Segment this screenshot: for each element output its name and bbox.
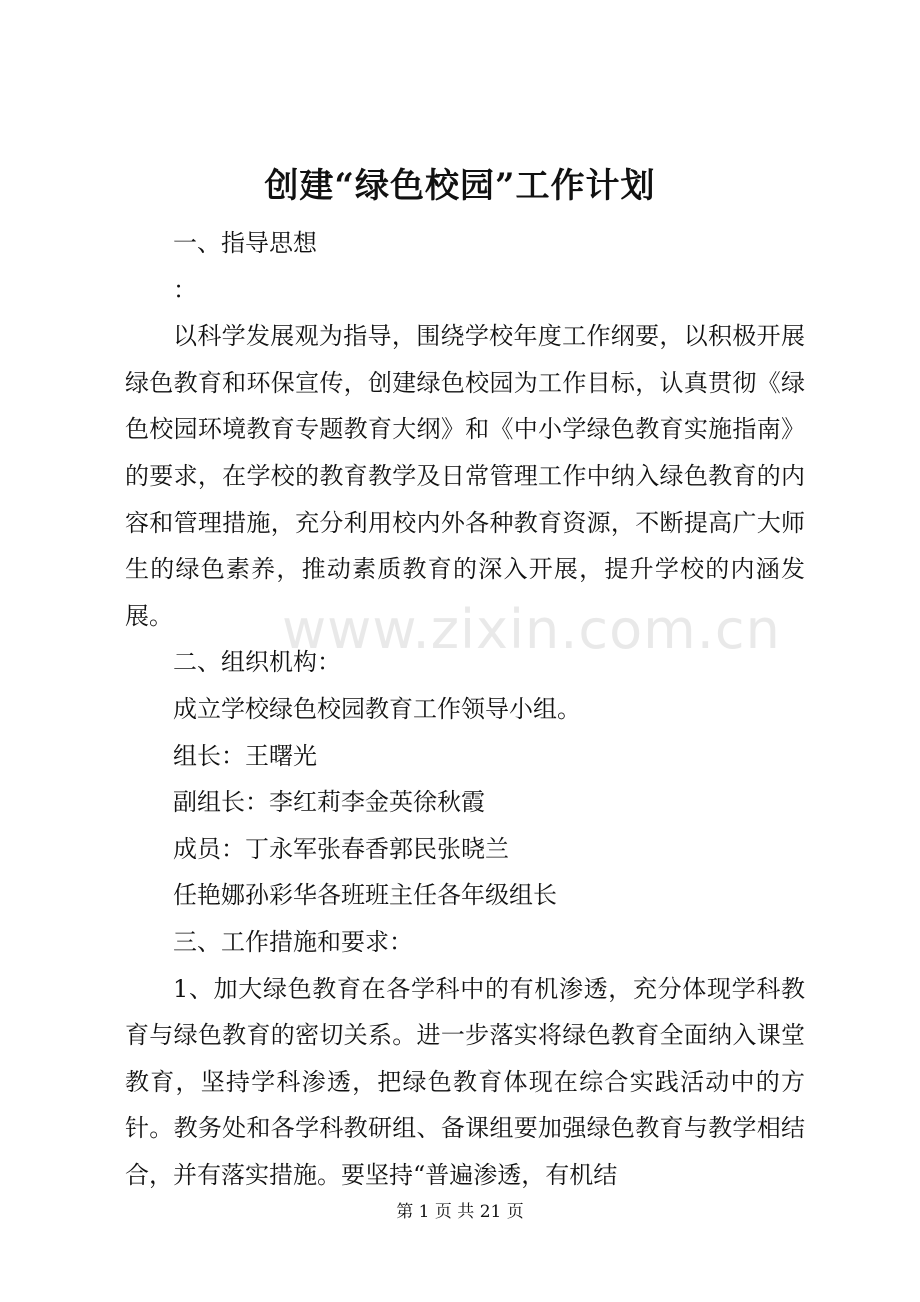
watermark-text: www.zixin.com.cn [282,598,781,661]
document-title: 创建“绿色校园”工作计划 [264,166,656,206]
document-body [125,220,805,1198]
colon-line: ： [173,275,197,304]
section-heading-organization: 二、组织机构： [173,648,341,677]
paragraph-leadership-group: 成立学校绿色校园教育工作领导小组。 [173,694,581,723]
paragraph-members-continued: 任艳娜孙彩华各班班主任各年级组长 [173,881,557,910]
paragraph-deputy-leaders: 副组长：李红莉李金英徐秋霞 [173,788,485,817]
page-footer: 第 1 页 共 21 页 [396,1202,524,1222]
paragraph-measure-1: 1、加大绿色教育在各学科中的有机渗透，充分体现学科教育与绿色教育的密切关系。进一步落实将绿色教育全面纳入课堂教育，坚持学科渗透，把绿色教育体现在综合实践活动中的方针。教务处和各学科教研组、备课组要加强绿色教育与教学相结合，并有落实措施。要坚持“普遍渗透，有机结 [125,974,805,1189]
section-heading-measures: 三、工作措施和要求： [173,927,413,956]
paragraph-members: 成员：丁永军张春香郭民张晓兰 [173,834,509,863]
section-heading-guiding-thought: 一、指导思想 [173,229,317,257]
paragraph-leader: 组长：王曙光 [173,741,317,770]
paragraph-guiding-thought: 以科学发展观为指导，围绕学校年度工作纲要，以积极开展绿色教育和环保宣传，创建绿色校园为工作目标，认真贯彻《绿色校园环境教育专题教育大纲》和《中小学绿色教育实施指南》的要求，在学校的教育教学及日常管理工作中纳入绿色教育的内容和管理措施，充分利用校内外各种教育资源，不断提高广大师生的绿色素养，推动素质教育的深入开展，提升学校的内涵发展。 [125,322,805,630]
